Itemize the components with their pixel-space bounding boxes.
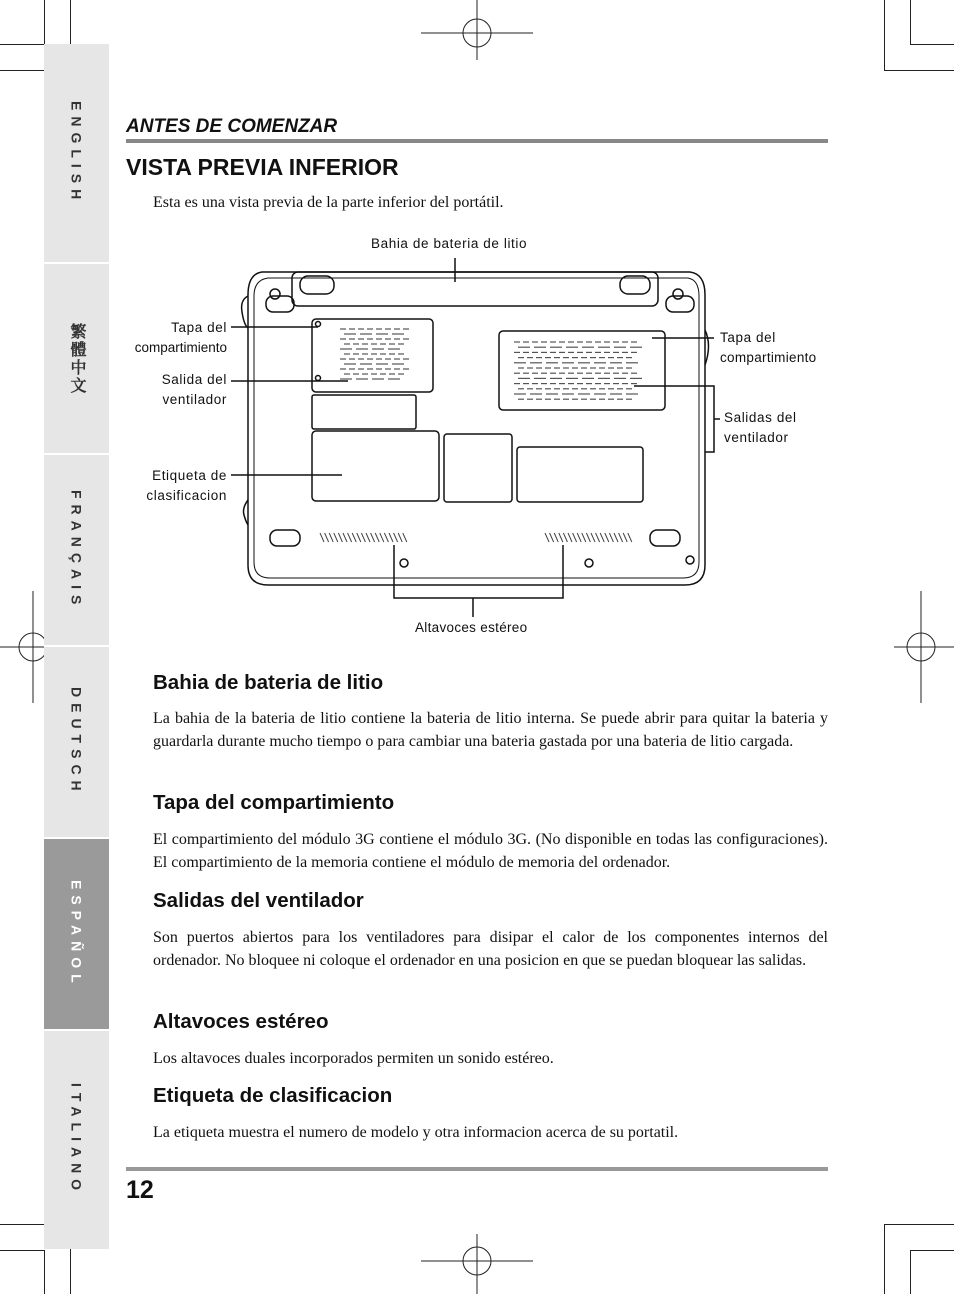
- label-line: ventilador: [724, 430, 789, 445]
- label-fan-left: [126, 370, 227, 410]
- tab-label: DEUTSCH: [68, 687, 85, 797]
- label-rating: [126, 466, 227, 506]
- tab-label: 繁體中文: [68, 322, 85, 395]
- section-title-battery: Bahia de bateria de litio: [153, 671, 384, 694]
- section-title-compartment: Tapa del compartimiento: [153, 791, 395, 814]
- intro-text: Esta es una vista previa de la parte inferior del portátil.: [153, 194, 504, 211]
- section-body-rating: La etiqueta muestra el numero de modelo y otra informacion acerca de su portatil.: [153, 1124, 679, 1141]
- section-heading: ANTES DE COMENZAR: [126, 116, 338, 137]
- tab-label: ITALIANO: [68, 1083, 85, 1197]
- vent-patterns: [340, 329, 642, 399]
- tab-label: FRANÇAIS: [68, 489, 85, 611]
- label-line: Tapa del: [720, 330, 776, 345]
- tab-deutsch[interactable]: [44, 647, 109, 837]
- label-line: ventilador: [162, 392, 227, 407]
- tab-label: ENGLISH: [68, 100, 85, 206]
- tab-italiano[interactable]: [44, 1031, 109, 1249]
- section-body-speakers: Los altavoces duales incorporados permiten un sonido estéreo.: [153, 1050, 554, 1067]
- section-title-rating: Etiqueta de clasificacion: [153, 1084, 393, 1107]
- speaker-grilles: [320, 533, 632, 542]
- label-line: Etiqueta de: [152, 468, 227, 483]
- section-title-fans: Salidas del ventilador: [153, 889, 364, 912]
- battery-bay: [292, 272, 658, 306]
- label-line: compartimiento: [720, 350, 817, 365]
- label-line: Salida del: [161, 372, 227, 387]
- label-compartment-right: [720, 328, 817, 368]
- page-number: 12: [126, 1176, 154, 1204]
- label-fans-right: [724, 408, 797, 448]
- label-compartment-left: [126, 318, 227, 358]
- section-title-speakers: Altavoces estéreo: [153, 1010, 329, 1033]
- label-line: Salidas del: [724, 410, 797, 425]
- section-body-compartment: El compartimiento del módulo 3G contiene el módulo 3G. (No disponible en todas las configuraciones). El compartimiento de la memoria contiene el módulo de memoria del ordenador.: [153, 831, 828, 871]
- section-body-battery: La bahia de la bateria de litio contiene la bateria de litio interna. Se puede abrir para quitar la bateria y guardarla durante mucho tiempo o para cambiar una bateria gastada por una bateria de litio cargada.: [153, 710, 828, 750]
- page-title: VISTA PREVIA INFERIOR: [126, 154, 399, 180]
- section-body-fans: Son puertos abiertos para los ventiladores para disipar el calor de los componentes internos del ordenador. No bloquee ni coloque el ordenador en una posicion en que se puedan bloquear las salidas.: [153, 929, 828, 969]
- rating-label: [312, 431, 439, 501]
- callout-lines: [231, 258, 720, 617]
- label-battery-bay: Bahia de bateria de litio: [371, 236, 528, 251]
- label-speakers: Altavoces estéreo: [415, 620, 528, 635]
- footer-rule: [126, 1167, 828, 1171]
- compartment-memory: [499, 331, 665, 410]
- label-line: Tapa del: [171, 320, 227, 335]
- tab-espanol[interactable]: [44, 839, 109, 1029]
- label-line: compartimiento: [134, 340, 227, 355]
- tab-label: ESPAÑOL: [68, 879, 85, 989]
- label-line: clasificacion: [146, 488, 227, 503]
